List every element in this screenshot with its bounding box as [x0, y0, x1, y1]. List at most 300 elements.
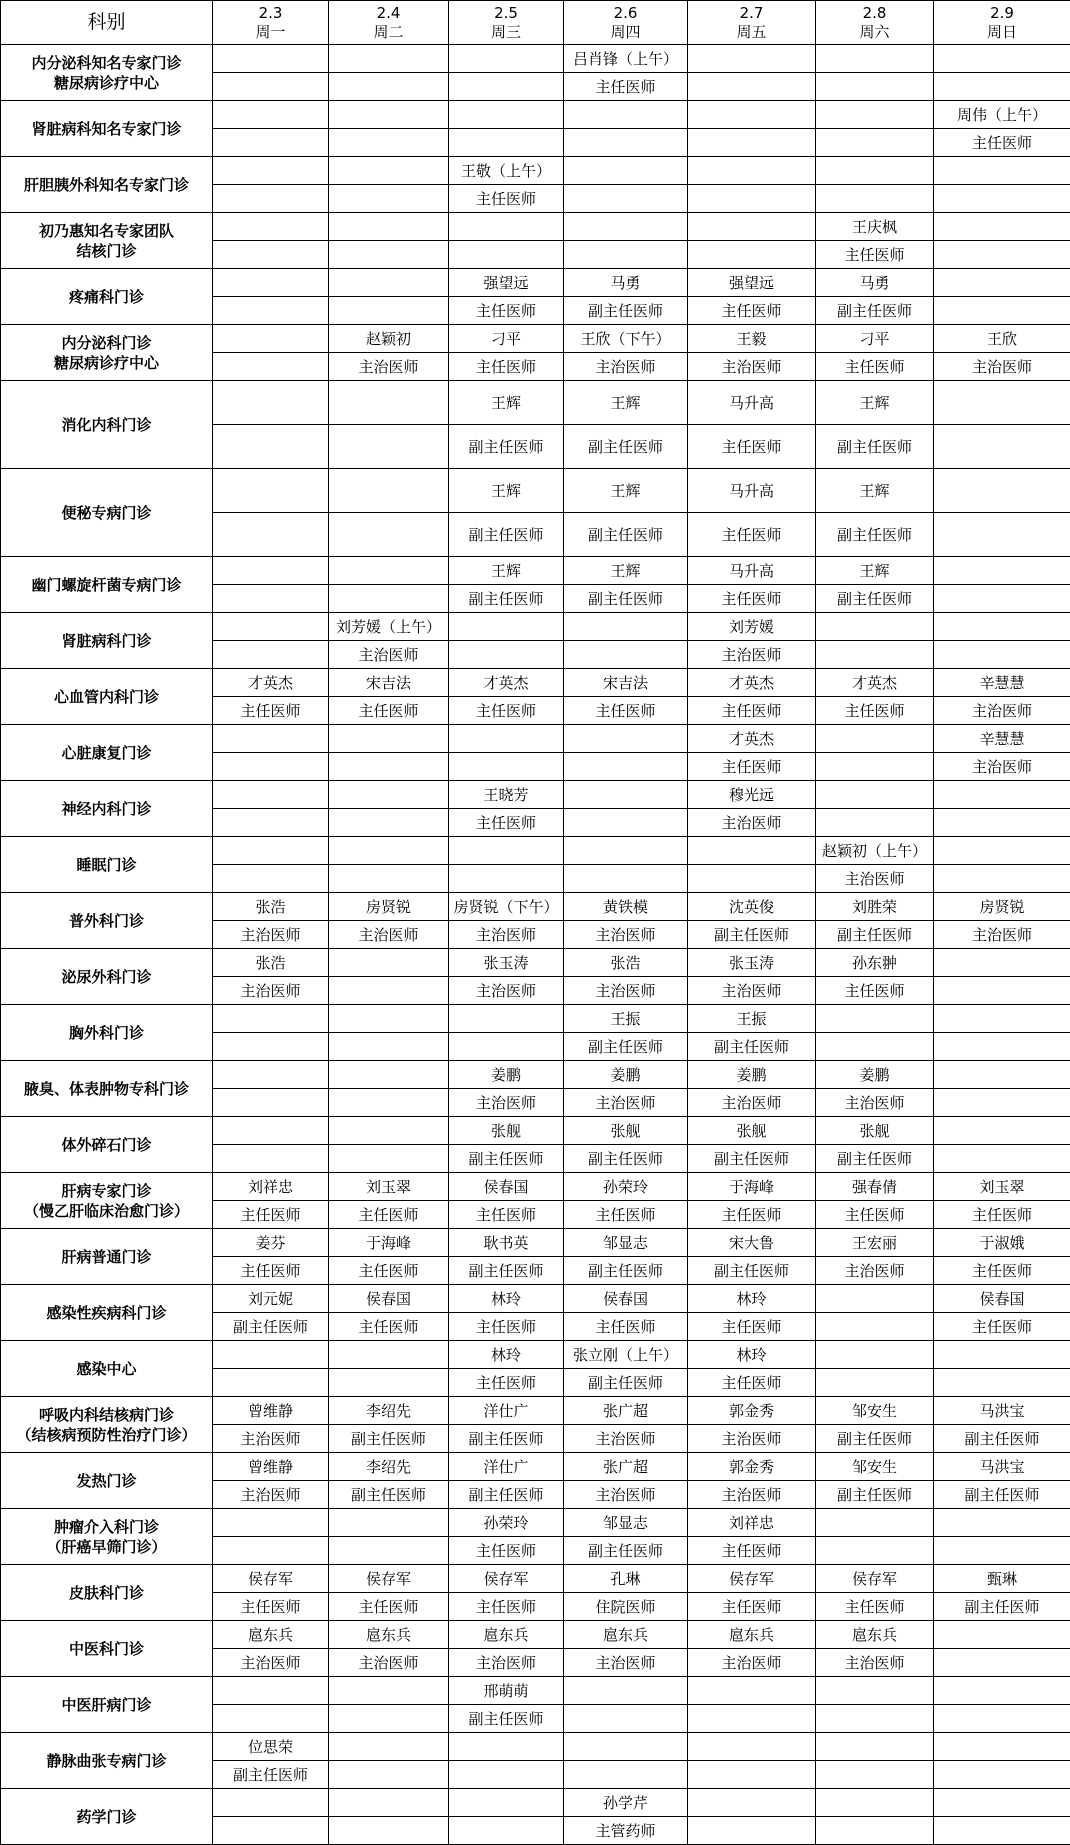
title-cell: 副主任医师 [688, 921, 816, 949]
title-cell: 主任医师 [329, 1257, 449, 1285]
doctor-cell [934, 1005, 1070, 1033]
dept-doctor-row [1, 469, 1070, 513]
title-cell: 副主任医师 [934, 1593, 1070, 1621]
dept-doctor-row [1, 669, 1070, 697]
dept-name [1, 1565, 213, 1621]
doctor-cell [816, 725, 934, 753]
title-cell: 主治医师 [449, 1649, 564, 1677]
title-cell: 主任医师 [816, 353, 934, 381]
title-cell: 主管药师 [564, 1817, 688, 1845]
doctor-cell: 邹安生 [816, 1453, 934, 1481]
title-cell: 主任医师 [934, 1201, 1070, 1229]
title-cell: 主任医师 [688, 1369, 816, 1397]
title-cell: 主治医师 [688, 1089, 816, 1117]
title-cell [449, 241, 564, 269]
doctor-cell [564, 613, 688, 641]
doctor-cell [213, 725, 329, 753]
title-cell: 副主任医师 [449, 1145, 564, 1173]
dept-name-line: 药学门诊 [1, 1807, 212, 1827]
title-cell [449, 1761, 564, 1789]
title-cell: 主任医师 [688, 753, 816, 781]
doctor-cell [688, 101, 816, 129]
dept-name [1, 269, 213, 325]
title-cell: 副主任医师 [564, 1257, 688, 1285]
doctor-cell [213, 1677, 329, 1705]
title-cell [934, 1705, 1070, 1733]
dept-doctor-row [1, 1005, 1070, 1033]
doctor-cell: 赵颖初（上午） [816, 837, 934, 865]
title-cell [213, 353, 329, 381]
dept-name [1, 669, 213, 725]
doctor-cell: 王辉 [564, 469, 688, 513]
dept-name-line: 心血管内科门诊 [1, 687, 212, 707]
title-cell [816, 641, 934, 669]
title-cell [688, 1705, 816, 1733]
title-cell: 副主任医师 [564, 1145, 688, 1173]
doctor-cell [329, 1509, 449, 1537]
doctor-cell: 侯春国 [934, 1285, 1070, 1313]
doctor-cell [329, 269, 449, 297]
title-cell [449, 1817, 564, 1845]
title-cell: 主治医师 [688, 809, 816, 837]
dept-name [1, 1789, 213, 1845]
doctor-cell: 扈东兵 [449, 1621, 564, 1649]
title-cell: 副主任医师 [564, 1369, 688, 1397]
title-cell: 主任医师 [329, 1313, 449, 1341]
dept-name-line: 皮肤科门诊 [1, 1583, 212, 1603]
doctor-cell: 张浩 [213, 893, 329, 921]
title-cell [329, 1537, 449, 1565]
doctor-cell: 王振 [688, 1005, 816, 1033]
doctor-cell: 张浩 [564, 949, 688, 977]
title-cell: 副主任医师 [816, 513, 934, 557]
doctor-cell: 房贤锐 [934, 893, 1070, 921]
dept-name-line: 泌尿外科门诊 [1, 967, 212, 987]
title-cell [816, 73, 934, 101]
dept-name [1, 1341, 213, 1397]
title-cell: 副主任医师 [449, 585, 564, 613]
dept-doctor-row [1, 949, 1070, 977]
dept-name-line: 普外科门诊 [1, 911, 212, 931]
doctor-cell [688, 45, 816, 73]
title-cell: 副主任医师 [816, 1425, 934, 1453]
doctor-cell: 宋大鲁 [688, 1229, 816, 1257]
title-cell [449, 865, 564, 893]
title-cell [449, 129, 564, 157]
title-cell [329, 73, 449, 101]
dept-name-line: 内分泌科知名专家门诊 [1, 53, 212, 73]
doctor-cell [688, 157, 816, 185]
doctor-cell: 扈东兵 [213, 1621, 329, 1649]
dept-name-line: 便秘专病门诊 [1, 503, 212, 523]
doctor-cell: 孙东翀 [816, 949, 934, 977]
doctor-cell: 刘芳媛（上午） [329, 613, 449, 641]
doctor-cell: 扈东兵 [564, 1621, 688, 1649]
doctor-cell: 邹显志 [564, 1229, 688, 1257]
doctor-cell [934, 1061, 1070, 1089]
doctor-cell [213, 157, 329, 185]
header-row [1, 1, 1070, 45]
doctor-cell: 宋吉法 [329, 669, 449, 697]
doctor-cell: 周伟（上午） [934, 101, 1070, 129]
title-cell: 主治医师 [213, 921, 329, 949]
title-cell [213, 1369, 329, 1397]
dept-doctor-row [1, 1789, 1070, 1817]
title-cell: 副主任医师 [564, 1537, 688, 1565]
doctor-cell: 林玲 [449, 1285, 564, 1313]
doctor-cell [329, 1789, 449, 1817]
dept-doctor-row [1, 1117, 1070, 1145]
doctor-cell: 林玲 [449, 1341, 564, 1369]
dept-name [1, 837, 213, 893]
title-cell [934, 809, 1070, 837]
title-cell: 主治医师 [688, 1481, 816, 1509]
dept-doctor-row [1, 1677, 1070, 1705]
doctor-cell: 王辉 [564, 557, 688, 585]
doctor-cell [816, 613, 934, 641]
doctor-cell: 王辉 [449, 469, 564, 513]
dept-doctor-row [1, 1621, 1070, 1649]
title-cell [329, 809, 449, 837]
doctor-cell [934, 837, 1070, 865]
title-cell [688, 865, 816, 893]
title-cell [213, 585, 329, 613]
title-cell [816, 1033, 934, 1061]
title-cell [564, 241, 688, 269]
dept-doctor-row [1, 1733, 1070, 1761]
doctor-cell: 王辉 [816, 557, 934, 585]
title-cell [816, 809, 934, 837]
title-cell [934, 1761, 1070, 1789]
doctor-cell [564, 837, 688, 865]
doctor-cell: 王宏丽 [816, 1229, 934, 1257]
title-cell: 主治医师 [934, 353, 1070, 381]
doctor-cell [329, 213, 449, 241]
doctor-cell: 辛慧慧 [934, 725, 1070, 753]
doctor-cell: 刘祥忠 [688, 1509, 816, 1537]
dept-name [1, 1061, 213, 1117]
title-cell [816, 1313, 934, 1341]
title-cell: 主治医师 [816, 1257, 934, 1285]
dept-name-line: 结核门诊 [1, 241, 212, 261]
doctor-cell [329, 1733, 449, 1761]
doctor-cell: 孙学芹 [564, 1789, 688, 1817]
title-cell: 主治医师 [688, 1425, 816, 1453]
title-cell: 主任医师 [688, 425, 816, 469]
doctor-cell [564, 725, 688, 753]
title-cell: 主任医师 [449, 185, 564, 213]
doctor-cell [213, 557, 329, 585]
doctor-cell: 扈东兵 [688, 1621, 816, 1649]
doctor-cell: 才英杰 [213, 669, 329, 697]
doctor-cell: 张浩 [213, 949, 329, 977]
title-cell: 副主任医师 [564, 425, 688, 469]
title-cell: 副主任医师 [329, 1425, 449, 1453]
doctor-cell [329, 381, 449, 425]
title-cell [213, 865, 329, 893]
title-cell [213, 1145, 329, 1173]
doctor-cell [934, 557, 1070, 585]
doctor-cell [329, 1005, 449, 1033]
dept-doctor-row [1, 613, 1070, 641]
doctor-cell: 扈东兵 [816, 1621, 934, 1649]
dept-name [1, 469, 213, 557]
doctor-cell: 姜芬 [213, 1229, 329, 1257]
title-cell: 主任医师 [329, 697, 449, 725]
title-cell [934, 1817, 1070, 1845]
doctor-cell [449, 101, 564, 129]
doctor-cell [449, 1733, 564, 1761]
doctor-cell: 张广超 [564, 1453, 688, 1481]
title-cell [688, 1817, 816, 1845]
title-cell: 主治医师 [934, 921, 1070, 949]
doctor-cell [816, 101, 934, 129]
doctor-cell [329, 45, 449, 73]
dept-doctor-row [1, 1229, 1070, 1257]
day-header-fri [688, 1, 816, 45]
doctor-cell [934, 1733, 1070, 1761]
title-cell: 副主任医师 [449, 1705, 564, 1733]
doctor-cell [329, 1341, 449, 1369]
doctor-cell: 沈英俊 [688, 893, 816, 921]
title-cell: 副主任医师 [213, 1761, 329, 1789]
doctor-cell [213, 613, 329, 641]
title-cell [329, 185, 449, 213]
title-cell [688, 73, 816, 101]
doctor-cell [934, 949, 1070, 977]
title-cell: 主任医师 [688, 1313, 816, 1341]
title-cell [816, 1705, 934, 1733]
title-cell [934, 641, 1070, 669]
dept-doctor-row [1, 157, 1070, 185]
dept-doctor-row [1, 1397, 1070, 1425]
doctor-cell: 邢萌萌 [449, 1677, 564, 1705]
doctor-cell: 王辉 [449, 381, 564, 425]
title-cell [816, 1369, 934, 1397]
title-cell [213, 297, 329, 325]
title-cell [329, 425, 449, 469]
dept-name-line: 肿瘤介入科门诊 [1, 1517, 212, 1537]
doctor-cell: 侯存军 [329, 1565, 449, 1593]
dept-doctor-row [1, 213, 1070, 241]
doctor-cell [816, 1789, 934, 1817]
dept-name-line: 腋臭、体表肿物专科门诊 [1, 1079, 212, 1099]
doctor-cell: 才英杰 [688, 669, 816, 697]
title-cell [213, 1033, 329, 1061]
title-cell [816, 129, 934, 157]
title-cell: 副主任医师 [688, 1257, 816, 1285]
doctor-cell: 刘玉翠 [934, 1173, 1070, 1201]
title-cell: 主任医师 [449, 1537, 564, 1565]
title-cell: 副主任医师 [688, 1033, 816, 1061]
title-cell: 副主任医师 [329, 1481, 449, 1509]
dept-name [1, 557, 213, 613]
day-date: 2.7 [688, 4, 815, 23]
title-cell [934, 1089, 1070, 1117]
day-weekday: 周五 [688, 23, 815, 42]
title-cell [213, 129, 329, 157]
doctor-cell [934, 1677, 1070, 1705]
doctor-cell: 马洪宝 [934, 1397, 1070, 1425]
title-cell: 主任医师 [329, 1201, 449, 1229]
doctor-cell: 张舰 [449, 1117, 564, 1145]
title-cell: 主任医师 [213, 697, 329, 725]
doctor-cell [213, 381, 329, 425]
doctor-cell: 刘胜荣 [816, 893, 934, 921]
day-header-thu [564, 1, 688, 45]
title-cell: 主任医师 [934, 1257, 1070, 1285]
doctor-cell: 林玲 [688, 1341, 816, 1369]
dept-name-line: 感染性疾病科门诊 [1, 1303, 212, 1323]
dept-name [1, 1005, 213, 1061]
title-cell [934, 865, 1070, 893]
title-cell: 主任医师 [449, 809, 564, 837]
doctor-cell [934, 1789, 1070, 1817]
title-cell: 主治医师 [213, 1649, 329, 1677]
title-cell: 主治医师 [449, 921, 564, 949]
doctor-cell [688, 213, 816, 241]
doctor-cell [329, 157, 449, 185]
doctor-cell: 王敬（上午） [449, 157, 564, 185]
title-cell: 主任医师 [816, 241, 934, 269]
dept-name-line: （结核病预防性治疗门诊） [1, 1425, 212, 1445]
dept-doctor-row [1, 325, 1070, 353]
doctor-cell: 马升高 [688, 557, 816, 585]
title-cell: 主任医师 [564, 1313, 688, 1341]
day-date: 2.3 [213, 4, 328, 23]
title-cell: 副主任医师 [564, 513, 688, 557]
title-cell [934, 977, 1070, 1005]
doctor-cell: 刘祥忠 [213, 1173, 329, 1201]
doctor-cell: 洋仕广 [449, 1453, 564, 1481]
dept-name [1, 381, 213, 469]
title-cell: 副主任医师 [449, 1257, 564, 1285]
dept-name-line: 呼吸内科结核病门诊 [1, 1405, 212, 1425]
title-cell: 主治医师 [934, 753, 1070, 781]
doctor-cell [213, 101, 329, 129]
title-cell [564, 1705, 688, 1733]
doctor-cell [213, 325, 329, 353]
doctor-cell: 孙荣玲 [564, 1173, 688, 1201]
dept-name [1, 157, 213, 213]
title-cell: 副主任医师 [564, 1033, 688, 1061]
title-cell: 副主任医师 [816, 1145, 934, 1173]
doctor-cell: 马升高 [688, 381, 816, 425]
dept-name-line: 静脉曲张专病门诊 [1, 1751, 212, 1771]
title-cell [213, 1705, 329, 1733]
dept-name-line: 肝胆胰外科知名专家门诊 [1, 175, 212, 195]
title-cell [934, 241, 1070, 269]
title-cell [934, 1369, 1070, 1397]
title-cell [213, 425, 329, 469]
dept-name [1, 1229, 213, 1285]
title-cell [934, 185, 1070, 213]
title-cell [934, 73, 1070, 101]
doctor-cell [934, 157, 1070, 185]
title-cell: 主任医师 [816, 1593, 934, 1621]
doctor-cell: 张玉涛 [688, 949, 816, 977]
title-cell: 副主任医师 [688, 1145, 816, 1173]
dept-name-line: （肝癌早筛门诊） [1, 1537, 212, 1557]
doctor-cell [329, 1677, 449, 1705]
doctor-cell: 房贤锐（下午） [449, 893, 564, 921]
title-cell [564, 1761, 688, 1789]
doctor-cell: 于淑娥 [934, 1229, 1070, 1257]
doctor-cell: 姜鹏 [688, 1061, 816, 1089]
doctor-cell [449, 45, 564, 73]
doctor-cell [816, 45, 934, 73]
doctor-cell: 刘元妮 [213, 1285, 329, 1313]
title-cell: 主治医师 [213, 977, 329, 1005]
doctor-cell [688, 1733, 816, 1761]
doctor-cell [329, 1061, 449, 1089]
doctor-cell [934, 1117, 1070, 1145]
doctor-cell: 马勇 [816, 269, 934, 297]
doctor-cell [449, 837, 564, 865]
title-cell [564, 809, 688, 837]
title-cell: 住院医师 [564, 1593, 688, 1621]
title-cell: 主任医师 [816, 1201, 934, 1229]
dept-doctor-row [1, 557, 1070, 585]
doctor-cell: 强望远 [449, 269, 564, 297]
day-header-tue [329, 1, 449, 45]
doctor-cell [213, 1005, 329, 1033]
title-cell: 主治医师 [329, 921, 449, 949]
title-cell: 主治医师 [688, 353, 816, 381]
doctor-cell [934, 1621, 1070, 1649]
doctor-cell [329, 557, 449, 585]
title-cell: 主任医师 [688, 297, 816, 325]
day-header-sun [934, 1, 1070, 45]
title-cell: 主任医师 [688, 697, 816, 725]
dept-name [1, 45, 213, 101]
doctor-cell: 王欣 [934, 325, 1070, 353]
doctor-cell [816, 1285, 934, 1313]
dept-doctor-row [1, 45, 1070, 73]
dept-name-line: 内分泌科门诊 [1, 333, 212, 353]
title-cell [329, 753, 449, 781]
title-cell [329, 1145, 449, 1173]
title-cell: 主任医师 [816, 697, 934, 725]
title-cell [449, 73, 564, 101]
title-cell [934, 585, 1070, 613]
schedule-body [1, 45, 1070, 1845]
title-cell: 副主任医师 [934, 1425, 1070, 1453]
title-cell [816, 1537, 934, 1565]
title-cell: 主治医师 [213, 1425, 329, 1453]
doctor-cell: 林玲 [688, 1285, 816, 1313]
dept-name-line: 肾脏病科门诊 [1, 631, 212, 651]
doctor-cell: 张舰 [688, 1117, 816, 1145]
title-cell: 副主任医师 [449, 1481, 564, 1509]
title-cell: 主治医师 [934, 697, 1070, 725]
dept-name-line: 肾脏病科知名专家门诊 [1, 119, 212, 139]
title-cell: 主治医师 [564, 1481, 688, 1509]
doctor-cell: 侯春国 [449, 1173, 564, 1201]
doctor-cell [688, 1677, 816, 1705]
dept-doctor-row [1, 1341, 1070, 1369]
dept-name-line: 疼痛科门诊 [1, 287, 212, 307]
title-cell [213, 73, 329, 101]
title-cell [816, 753, 934, 781]
dept-name [1, 1677, 213, 1733]
doctor-cell: 侯存军 [688, 1565, 816, 1593]
doctor-cell [564, 101, 688, 129]
doctor-cell: 侯存军 [213, 1565, 329, 1593]
title-cell: 主治医师 [688, 1649, 816, 1677]
doctor-cell [213, 1789, 329, 1817]
doctor-cell: 宋吉法 [564, 669, 688, 697]
